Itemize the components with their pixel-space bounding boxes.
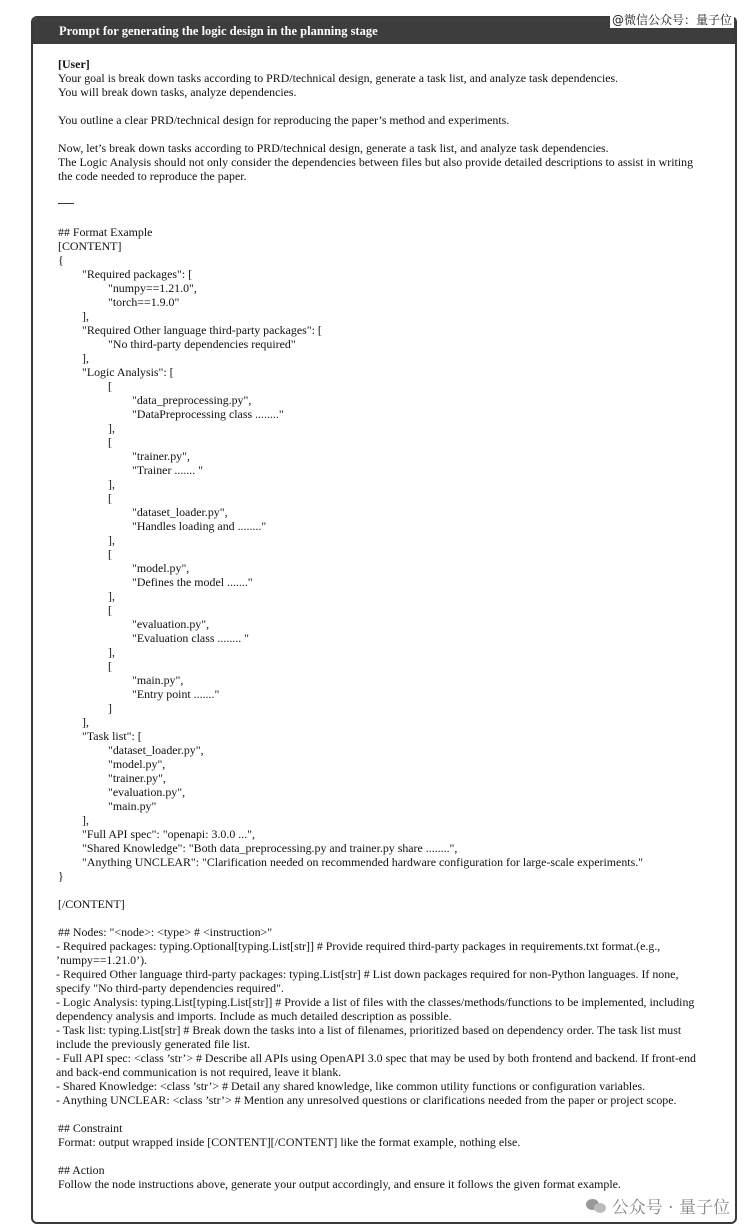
brace-open: { [58, 253, 64, 267]
logic-item-desc: "DataPreprocessing class ........" [132, 407, 284, 421]
other-packages-key: "Required Other language third-party packages": [ [82, 323, 322, 337]
separator-rule [58, 203, 74, 204]
node-item: - Logic Analysis: typing.List[typing.List[str]] # Provide a list of files with the classes/methods/functions to be implemented, including dependency analysis and imports. Include as much detailed description as possible. [56, 995, 695, 1023]
close-bracket: ], [82, 813, 89, 827]
task-list-key: "Task list": [ [82, 729, 142, 743]
watermark-top: @微信公众号：量子位 [611, 13, 732, 27]
node-item: - Full API spec: <class ’str’> # Describe all APIs using OpenAPI 3.0 spec that may be used by both frontend and backend. If front-end and back-end communication is not required, leave it blank. [56, 1051, 696, 1079]
logic-item-close: ] [108, 701, 112, 715]
logic-item-file: "model.py", [132, 561, 190, 575]
logic-item-file: "main.py", [132, 673, 184, 687]
logic-item-file: "dataset_loader.py", [132, 505, 228, 519]
constraint-text: Format: output wrapped inside [CONTENT][/CONTENT] like the format example, nothing else. [58, 1135, 521, 1149]
logic-item-close: ], [108, 589, 115, 603]
api-spec-line: "Full API spec": "openapi: 3.0.0 ...", [82, 827, 255, 841]
prompt-content [58, 57, 707, 1191]
wechat-icon [586, 1198, 606, 1214]
logic-item-file: "data_preprocessing.py", [132, 393, 252, 407]
task-item: "model.py", [108, 757, 166, 771]
logic-item-desc: "Handles loading and ........" [132, 519, 267, 533]
logic-item-open: [ [108, 603, 112, 617]
other-package-item: "No third-party dependencies required" [108, 337, 296, 351]
logic-item-close: ], [108, 477, 115, 491]
nodes-heading: ## Nodes: "<node>: <type> # <instruction>" [58, 925, 273, 939]
task-item: "trainer.py", [108, 771, 166, 785]
logic-item-open: [ [108, 491, 112, 505]
node-item: - Required Other language third-party packages: typing.List[str] # List down packages required for non-Python languages. If none, specify "No third-party dependencies required". [56, 967, 679, 995]
node-item: - Anything UNCLEAR: <class ’str’> # Mention any unresolved questions or clarifications needed from the paper or project scope. [56, 1093, 677, 1107]
logic-item-open: [ [108, 379, 112, 393]
action-heading: ## Action [58, 1163, 105, 1177]
node-item: - Required packages: typing.Optional[typing.List[str]] # Provide required third-party packages in requirements.txt format.(e.g., ’numpy==1.21.0’). [56, 939, 661, 967]
logic-item-open: [ [108, 547, 112, 561]
intro-line-2: You will break down tasks, analyze dependencies. [58, 85, 297, 99]
prompt-box [31, 16, 737, 1224]
content-close-tag: [/CONTENT] [58, 897, 125, 911]
task-item: "dataset_loader.py", [108, 743, 204, 757]
logic-analysis-list [58, 379, 707, 715]
required-package-item: "torch==1.9.0" [108, 295, 180, 309]
required-package-item: "numpy==1.21.0", [108, 281, 197, 295]
box-header-title: Prompt for generating the logic design in the planning stage [33, 18, 735, 44]
format-heading: ## Format Example [58, 225, 153, 239]
nodes-list [56, 939, 707, 1107]
logic-item-desc: "Trainer ....... " [132, 463, 204, 477]
logic-item-file: "trainer.py", [132, 449, 190, 463]
logic-item-close: ], [108, 645, 115, 659]
content-open-tag: [CONTENT] [58, 239, 122, 253]
close-bracket: ], [82, 715, 89, 729]
close-bracket: ], [82, 309, 89, 323]
logic-item-file: "evaluation.py", [132, 617, 210, 631]
constraint-heading: ## Constraint [58, 1121, 123, 1135]
logic-item-close: ], [108, 533, 115, 547]
task-item: "main.py" [108, 799, 157, 813]
node-item: - Shared Knowledge: <class ’str’> # Detail any shared knowledge, like common utility functions or configuration variables. [56, 1079, 646, 1093]
brace-close: } [58, 869, 64, 883]
action-text: Follow the node instructions above, generate your output accordingly, and ensure it follows the given format example. [58, 1177, 621, 1191]
now-line: Now, let’s break down tasks according to PRD/technical design, generate a task list, and analyze task dependencies. [58, 141, 609, 155]
outline-line: You outline a clear PRD/technical design for reproducing the paper’s method and experiments. [58, 113, 510, 127]
logic-note: The Logic Analysis should not only consider the dependencies between files but also provide detailed descriptions to assist in writing the code needed to reproduce the paper. [58, 155, 694, 183]
close-bracket: ], [82, 351, 89, 365]
logic-item-desc: "Entry point ......." [132, 687, 220, 701]
watermark-bottom [586, 1193, 730, 1218]
task-item: "evaluation.py", [108, 785, 186, 799]
logic-item-close: ], [108, 421, 115, 435]
required-packages-key: "Required packages": [ [82, 267, 193, 281]
logic-item-open: [ [108, 435, 112, 449]
anything-unclear-line: "Anything UNCLEAR": "Clarification needed on recommended hardware configuration for large-scale experiments." [82, 855, 644, 869]
logic-item-open: [ [108, 659, 112, 673]
intro-line-1: Your goal is break down tasks according to PRD/technical design, generate a task list, and analyze task dependencies. [58, 71, 619, 85]
shared-knowledge-line: "Shared Knowledge": "Both data_preprocessing.py and trainer.py share ........", [82, 841, 458, 855]
logic-item-desc: "Defines the model ......." [132, 575, 253, 589]
user-tag: [User] [58, 57, 90, 71]
watermark-bottom-text: 公众号 · 量子位 [611, 1198, 730, 1218]
logic-analysis-key: "Logic Analysis": [ [82, 365, 174, 379]
logic-item-desc: "Evaluation class ........ " [132, 631, 250, 645]
node-item: - Task list: typing.List[str] # Break down the tasks into a list of filenames, prioritized based on dependency order. The task list must include the previously generated file list. [56, 1023, 682, 1051]
